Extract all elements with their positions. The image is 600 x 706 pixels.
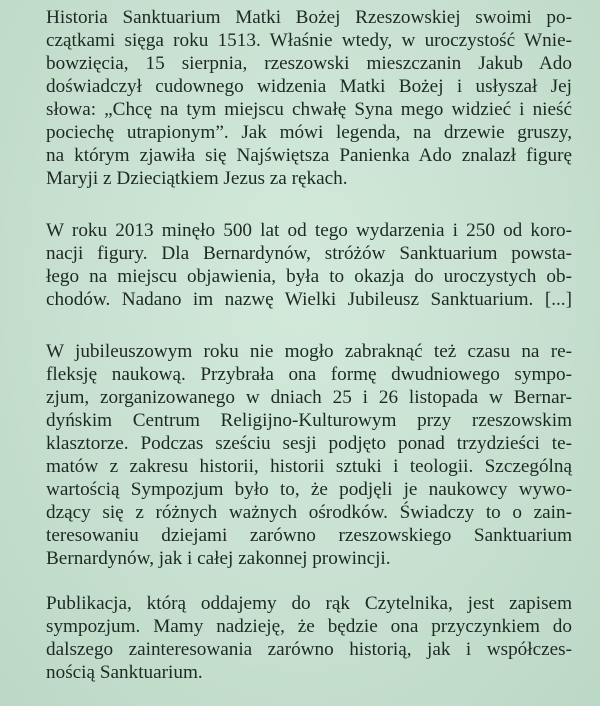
- text-line: na którym zjawiła się Najświętsza Panienka Ado znalazł figurę: [46, 145, 572, 166]
- text-line: Historia Sanktuarium Matki Bożej Rzeszowskiej swoimi po-: [46, 7, 572, 28]
- text-line: zjum, zorganizowanego w dniach 25 i 26 listopada w Bernar-: [46, 387, 572, 408]
- text-line: chodów. Nadano im nazwę Wielki Jubileusz Sanktuarium. [...]: [46, 289, 572, 310]
- text-line: Maryji z Dzieciątkiem Jezus za rękach.: [46, 168, 348, 189]
- text-line: W roku 2013 minęło 500 lat od tego wydarzenia i 250 od koro-: [46, 220, 572, 241]
- text-line: Bernardynów, jak i całej zakonnej prowincji.: [46, 548, 391, 569]
- text-line: matów z zakresu historii, historii sztuki i teologii. Szczególną: [46, 456, 572, 477]
- text-line: teresowaniu dziejami zarówno rzeszowskiego Sanktuarium: [46, 525, 572, 546]
- text-line: nacji figury. Dla Bernardynów, stróżów Sanktuarium powsta-: [46, 243, 572, 264]
- text-line: słowa: „Chcę na tym miejscu chwałę Syna mego widzieć i nieść: [46, 99, 572, 120]
- text-line: nością Sanktuarium.: [46, 662, 203, 683]
- text-line: W jubileuszowym roku nie mogło zabraknąć też czasu na re-: [46, 341, 572, 362]
- text-line: doświadczył cudownego widzenia Matki Bożej i usłyszał Jej: [46, 76, 572, 97]
- text-line: Publikacja, którą oddajemy do rąk Czytelnika, jest zapisem: [46, 593, 572, 614]
- text-line: dyńskim Centrum Religijno-Kulturowym przy rzeszowskim: [46, 410, 572, 431]
- paragraph-publication: [46, 592, 572, 684]
- text-line: fleksję naukową. Przybrała ona formę dwudniowego sympo-: [46, 364, 572, 385]
- text-line: bowzięcia, 15 sierpnia, rzeszowski mieszczanin Jakub Ado: [46, 53, 572, 74]
- paragraph-history: [46, 6, 572, 190]
- text-line: dzący się z różnych ważnych ośrodków. Świadczy to o zain-: [46, 502, 572, 523]
- paragraph-symposium: [46, 340, 572, 570]
- text-line: łego na miejscu objawienia, była to okazja do uroczystych ob-: [46, 266, 572, 287]
- text-line: wartością Sympozjum było to, że podjęli je naukowcy wywo-: [46, 479, 572, 500]
- paragraph-jubilee: [46, 219, 572, 311]
- text-line: sympozjum. Mamy nadzieję, że będzie ona przyczynkiem do: [46, 616, 572, 637]
- text-line: klasztorze. Podczas sześciu sesji podjęto ponad trzydzieści te-: [46, 433, 572, 454]
- text-line: dalszego zainteresowania zarówno historią, jak i współczes-: [46, 639, 572, 660]
- text-line: czątkami sięga roku 1513. Właśnie wtedy, w uroczystość Wnie-: [46, 30, 572, 51]
- text-line: pociechę utrapionym”. Jak mówi legenda, na drzewie gruszy,: [46, 122, 572, 143]
